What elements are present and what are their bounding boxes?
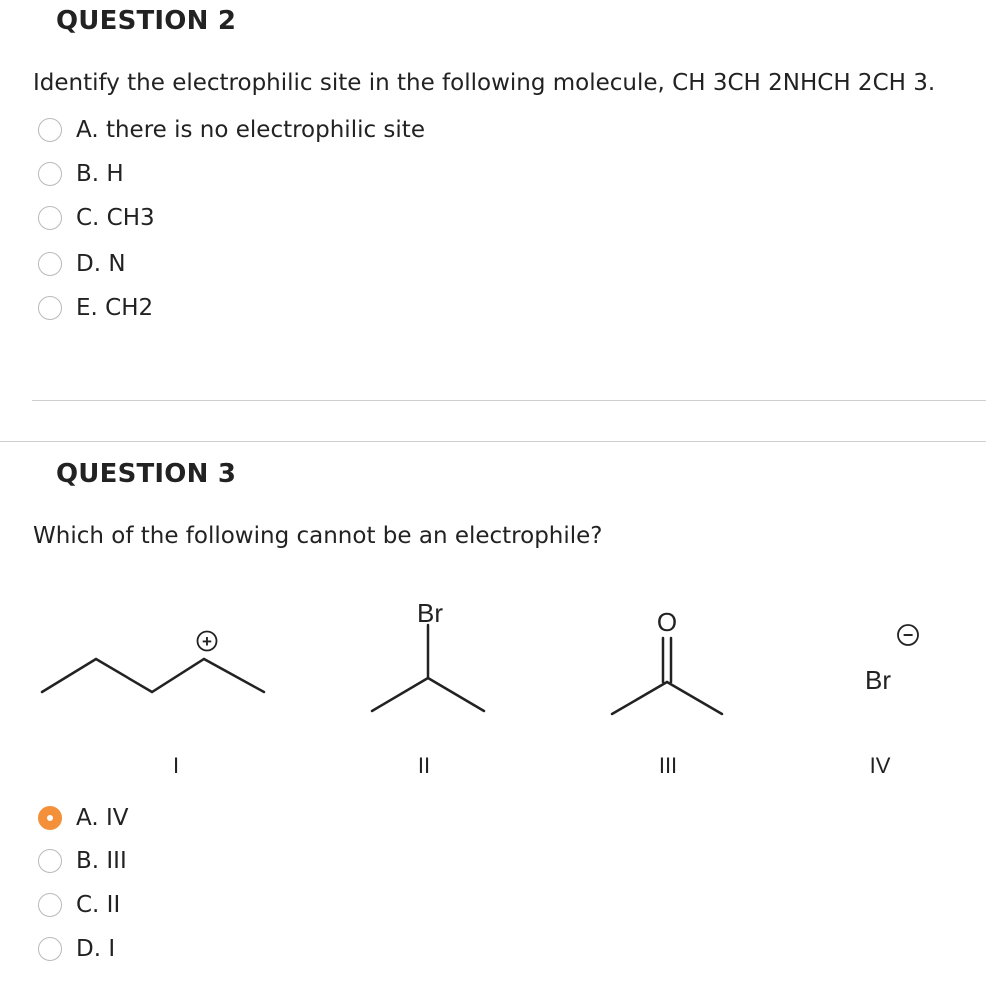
q2-option-e[interactable] [38,293,153,323]
q2-option-e-label: E. CH2 [76,295,154,321]
question-3-prompt: Which of the following cannot be an electrophile? [33,523,603,549]
q2-option-a-radio[interactable] [38,118,62,142]
structure-iii [612,638,722,714]
structure-label-iv: IV [869,753,891,778]
q2-option-b-label: B. H [76,161,124,187]
q3-option-a-label: A. IV [76,805,129,831]
q2-option-c[interactable] [38,203,155,233]
q2-option-c-radio[interactable] [38,206,62,230]
q2-option-d-label: D. N [76,251,126,277]
structure-i-positive-charge [198,632,217,652]
q3-option-b-label: B. III [76,848,127,874]
minus-charge-label: − [902,625,914,645]
question-divider-top [32,400,986,401]
q3-option-b[interactable] [38,846,127,876]
structure-i [42,659,264,692]
q3-option-b-radio[interactable] [38,849,62,873]
q2-option-a[interactable] [38,115,425,145]
question-2-title: QUESTION 2 [56,6,237,36]
structure-iii-o-label: O [656,607,678,637]
q3-option-c[interactable] [38,890,120,920]
structure-label-ii: II [417,753,431,778]
q2-option-e-radio[interactable] [38,296,62,320]
q3-option-c-label: C. II [76,892,121,918]
q2-option-b-radio[interactable] [38,162,62,186]
structure-iv-br-label: Br [865,665,891,695]
q2-option-d-radio[interactable] [38,252,62,276]
structure-i-chain [42,659,264,692]
structure-ii-br-label: Br [417,598,443,628]
structure-ii [372,625,484,711]
question-2-prompt: Identify the electrophilic site in the following molecule, CH 3CH 2NHCH 2CH 3. [33,70,936,96]
q3-option-a-radio[interactable] [38,806,62,830]
q2-option-d[interactable] [38,249,126,279]
q3-option-d-label: D. I [76,936,116,962]
q3-option-a[interactable] [38,803,128,833]
q2-option-c-label: C. CH3 [76,205,155,231]
question-3-title: QUESTION 3 [56,459,237,489]
q3-option-d[interactable] [38,934,115,964]
chemical-structures-figure [0,585,986,785]
structure-ii-chain [372,678,484,711]
structure-label-i: I [172,753,180,778]
q2-option-b[interactable] [38,159,124,189]
q3-option-c-radio[interactable] [38,893,62,917]
structure-iv-negative-charge [898,625,918,645]
q3-option-d-radio[interactable] [38,937,62,961]
structure-iii-chain [612,682,722,714]
q2-option-a-label: A. there is no electrophilic site [76,117,425,143]
question-divider-bottom [0,441,986,442]
plus-charge-label: + [202,632,212,651]
structure-label-iii: III [658,753,678,778]
